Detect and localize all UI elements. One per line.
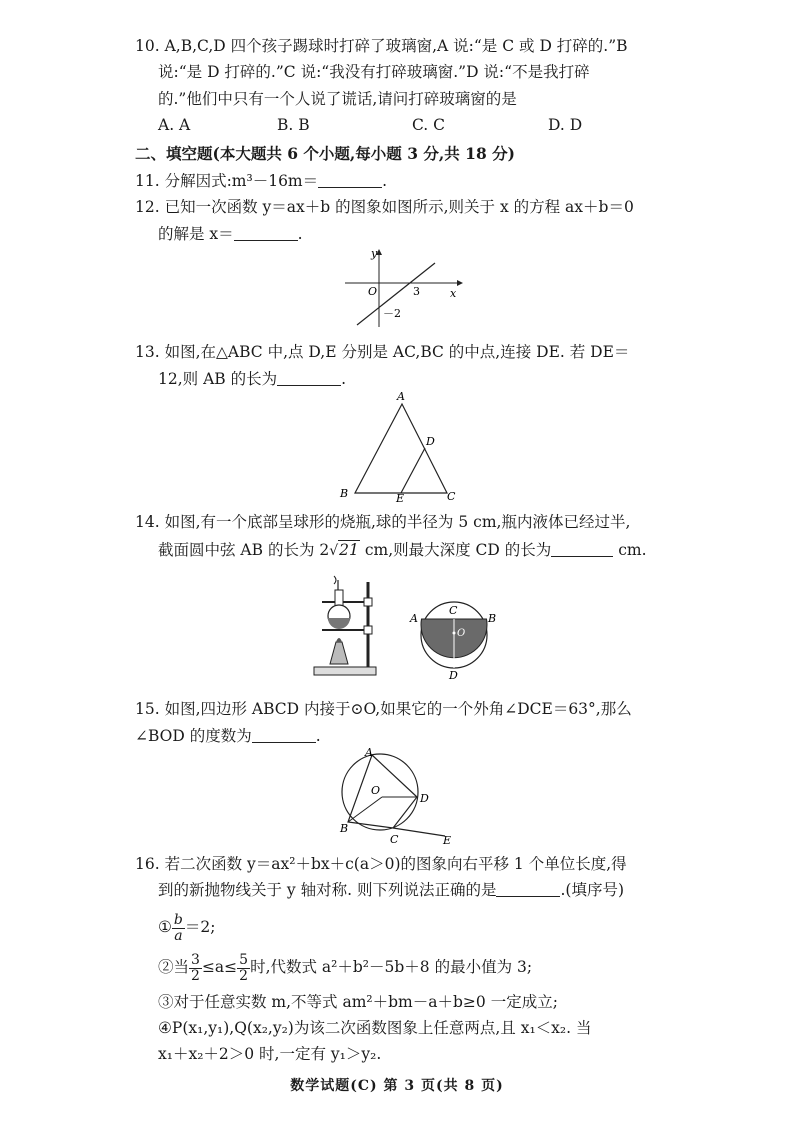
q12-line1: 12. 已知一次函数 y＝ax＋b 的图象如图所示,则关于 x 的方程 ax＋b＝0 xyxy=(135,198,634,216)
q13-blank xyxy=(277,371,341,386)
label-e: E xyxy=(396,492,405,505)
page-footer: 数学试题(C) 第 3 页(共 8 页) xyxy=(290,1078,504,1094)
q11-text: 11. 分解因式:m³－16m＝ xyxy=(135,172,319,190)
x-label: x xyxy=(450,287,457,300)
q13-end: . xyxy=(341,370,347,388)
q12-linear-graph xyxy=(335,245,465,335)
q14-blank xyxy=(551,542,613,557)
q15-blank xyxy=(252,728,316,743)
label-a: A xyxy=(410,612,418,625)
q16-blank xyxy=(496,882,560,897)
extension-ce xyxy=(393,828,445,836)
label-c: C xyxy=(390,833,399,846)
q16-statement-4a: ④P(x₁,y₁),Q(x₂,y₂)为该二次函数图象上任意两点,且 x₁＜x₂. 当 xyxy=(158,1019,592,1037)
q16-line2-end: .(填序号) xyxy=(560,881,624,899)
label-b: B xyxy=(340,487,349,500)
flask-neck xyxy=(335,590,343,606)
q15-circle-figure xyxy=(335,744,465,850)
q10-option-b: B. B xyxy=(277,116,310,134)
q10-option-d: D. D xyxy=(548,116,583,134)
label-d: D xyxy=(449,669,458,681)
label-c: C xyxy=(449,604,458,617)
fraction-b-over-a: $\frac{b}{a}$ xyxy=(173,911,183,944)
q16-statement-4b: x₁＋x₂＋2＞0 时,一定有 y₁＞y₂. xyxy=(158,1045,382,1063)
y-intercept-label: －2 xyxy=(383,307,401,320)
x-intercept-label: 3 xyxy=(413,285,420,298)
q16-statement-2: ②当 $\frac{3}{2}$ ≤a≤ $\frac{5}{2}$ 时,代数式 a²＋b²－5b＋8 的最小值为 3; xyxy=(158,951,533,984)
q14-line2b: cm,则最大深度 CD 的长为 xyxy=(359,541,552,559)
q15-line1: 15. 如图,四边形 ABCD 内接于⊙O,如果它的一个外角∠DCE＝63°,那么 xyxy=(135,700,632,718)
q13-triangle-figure xyxy=(335,388,465,506)
flask-liquid xyxy=(328,618,350,629)
q14-line2: 截面圆中弦 AB 的长为 2√21 cm,则最大深度 CD 的长为 cm. xyxy=(158,541,647,559)
q16-line1: 16. 若二次函数 y＝ax²＋bx＋c(a＞0)的图象向右平移 1 个单位长度,得 xyxy=(135,855,627,873)
label-d: D xyxy=(420,792,429,805)
q10-line2: 说:“是 D 打碎的.”C 说:“我没有打碎玻璃窗.”D 说:“不是我打碎 xyxy=(158,63,590,81)
label-a: A xyxy=(397,390,405,403)
y-label: y xyxy=(371,247,378,260)
burner xyxy=(330,642,348,664)
flame xyxy=(336,638,342,642)
segment-de xyxy=(401,448,425,493)
q14-flask-apparatus xyxy=(308,572,386,682)
x-axis-arrow xyxy=(457,280,463,286)
q14-end: cm. xyxy=(613,541,647,559)
q16-statement-3: ③对于任意实数 m,不等式 am²＋bm－a＋b≥0 一定成立; xyxy=(158,993,558,1011)
q16-line2-text: 到的新抛物线关于 y 轴对称. 则下列说法正确的是 xyxy=(158,881,497,899)
fraction-5-over-2: $\frac{5}{2}$ xyxy=(239,951,249,984)
label-d: D xyxy=(426,435,435,448)
q12-blank xyxy=(234,226,298,241)
q12-line2-text: 的解是 x＝ xyxy=(158,225,234,243)
q15-line2 xyxy=(135,726,321,746)
clamp-knob-lower xyxy=(364,626,372,634)
q10-line1: 10. A,B,C,D 四个孩子踢球时打碎了玻璃窗,A 说:“是 C 或 D 打碎的.”B xyxy=(135,37,628,55)
q14-line1: 14. 如图,有一个底部呈球形的烧瓶,球的半径为 5 cm,瓶内液体已经过半, xyxy=(135,513,631,531)
q11-line xyxy=(135,171,387,191)
section-title: 二、填空题(本大题共 6 个小题,每小题 3 分,共 18 分) xyxy=(135,144,515,163)
q16-statement-1: ① $\frac{b}{a}$ ＝2; xyxy=(158,911,216,944)
label-o: O xyxy=(457,628,466,639)
label-e: E xyxy=(443,834,452,847)
q14-circle-figure xyxy=(408,597,500,681)
clamp-knob-upper xyxy=(364,598,372,606)
q13-line1: 13. 如图,在△ABC 中,点 D,E 分别是 AC,BC 的中点,连接 DE. 若 DE＝ xyxy=(135,343,630,361)
q14-sqrt-value: 21 xyxy=(339,541,359,559)
q13-line2 xyxy=(158,369,346,389)
origin-label: O xyxy=(368,285,378,298)
q11-blank xyxy=(318,173,382,188)
center-point xyxy=(453,632,456,635)
q15-line2-text: ∠BOD 的度数为 xyxy=(135,727,252,745)
q12-end: . xyxy=(297,225,303,243)
label-o: O xyxy=(371,784,381,797)
stand-base xyxy=(314,667,376,675)
q10-option-c: C. C xyxy=(412,116,446,134)
q10-option-a: A. A xyxy=(158,116,191,134)
q16-line2 xyxy=(158,880,624,900)
label-b: B xyxy=(488,612,497,625)
fraction-3-over-2: $\frac{3}{2}$ xyxy=(191,951,200,984)
q13-line2-text: 12,则 AB 的长为 xyxy=(158,370,278,388)
triangle-abc xyxy=(355,404,447,493)
label-b: B xyxy=(340,822,349,835)
q10-line3: 的.”他们中只有一个人说了谎话,请问打碎玻璃窗的是 xyxy=(158,90,517,108)
label-a: A xyxy=(365,746,373,759)
label-c: C xyxy=(447,490,456,503)
quadrilateral-abcd xyxy=(348,755,417,828)
q15-end: . xyxy=(315,727,321,745)
q12-line2 xyxy=(158,224,303,244)
q14-line2a: 截面圆中弦 AB 的长为 2 xyxy=(158,541,330,559)
q11-end: . xyxy=(382,172,388,190)
